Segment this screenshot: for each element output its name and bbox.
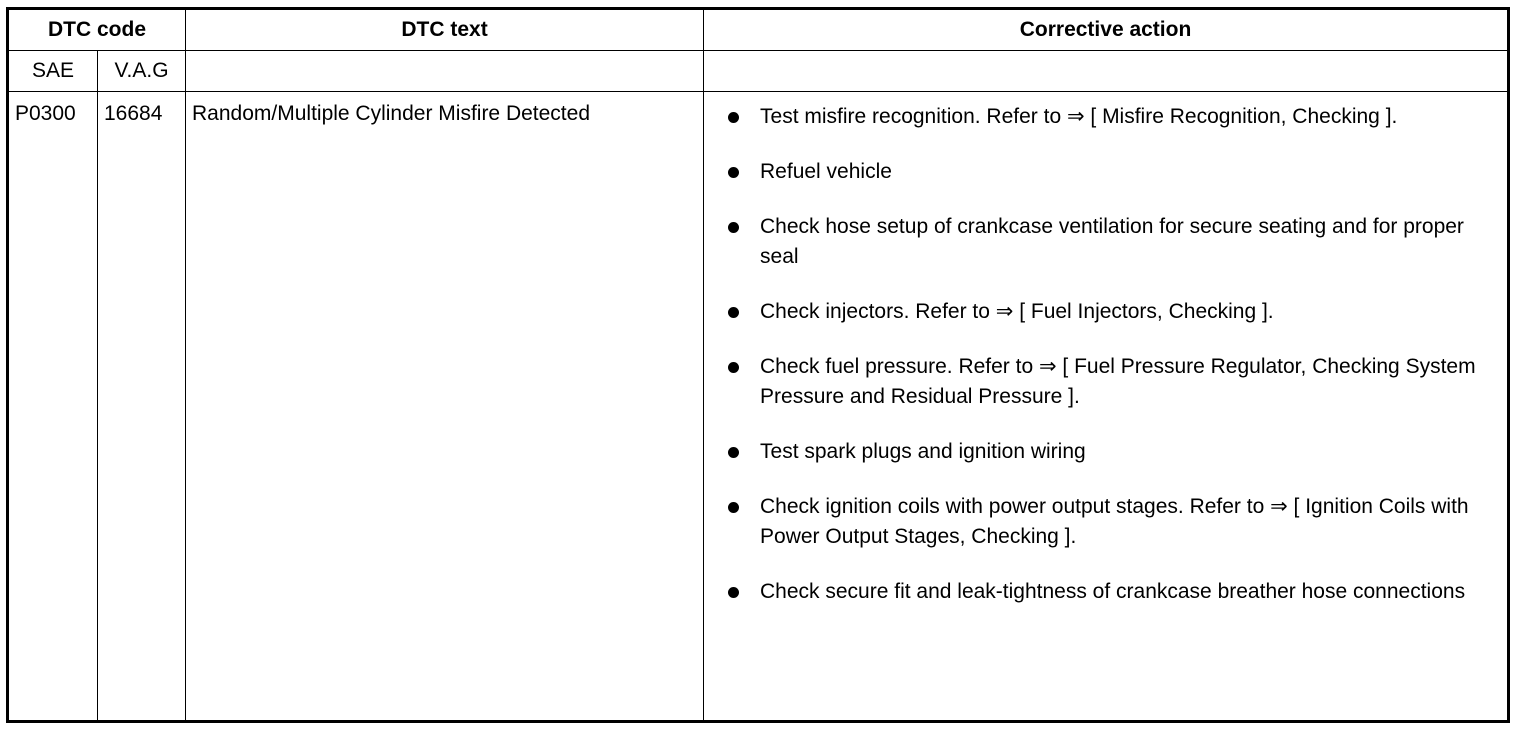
list-item — [728, 492, 1497, 552]
bullet-icon — [728, 437, 760, 467]
action-text: Refuel vehicle — [760, 160, 892, 183]
header-dtc-text: DTC text — [186, 9, 704, 51]
bullet-icon — [728, 157, 760, 187]
action-text: Test misfire recognition. Refer to ⇒ [ Misfire Recognition, Checking ]. — [760, 105, 1398, 128]
bullet-icon — [728, 577, 760, 607]
list-item — [728, 157, 1497, 187]
corrective-action-list — [728, 102, 1497, 607]
table-row — [8, 92, 1509, 722]
subheader-row — [8, 51, 1509, 92]
list-item — [728, 212, 1497, 272]
bullet-icon — [728, 492, 760, 522]
header-row — [8, 9, 1509, 51]
header-corrective-action: Corrective action — [704, 9, 1509, 51]
action-text: Check fuel pressure. Refer to ⇒ [ Fuel Pressure Regulator, Checking System Pressure and Residual Pressure ]. — [760, 355, 1476, 408]
action-text: Check injectors. Refer to ⇒ [ Fuel Injectors, Checking ]. — [760, 300, 1274, 323]
list-item — [728, 297, 1497, 327]
dtc-description: Random/Multiple Cylinder Misfire Detected — [186, 92, 704, 722]
bullet-icon — [728, 352, 760, 382]
list-item — [728, 437, 1497, 467]
subheader-sae: SAE — [8, 51, 98, 92]
corrective-action-cell — [704, 92, 1509, 722]
subheader-empty-action — [704, 51, 1509, 92]
list-item — [728, 352, 1497, 412]
header-dtc-code: DTC code — [8, 9, 186, 51]
bullet-icon — [728, 212, 760, 242]
sae-code: P0300 — [8, 92, 98, 722]
subheader-vag: V.A.G — [98, 51, 186, 92]
bullet-icon — [728, 102, 760, 132]
list-item — [728, 102, 1497, 132]
bullet-icon — [728, 297, 760, 327]
list-item — [728, 577, 1497, 607]
action-text: Check hose setup of crankcase ventilation for secure seating and for proper seal — [760, 215, 1464, 268]
vag-code: 16684 — [98, 92, 186, 722]
action-text: Test spark plugs and ignition wiring — [760, 440, 1086, 463]
action-text: Check ignition coils with power output stages. Refer to ⇒ [ Ignition Coils with Power Output Stages, Checking ]. — [760, 495, 1469, 548]
subheader-empty-text — [186, 51, 704, 92]
action-text: Check secure fit and leak-tightness of crankcase breather hose connections — [760, 580, 1466, 603]
dtc-table — [6, 7, 1510, 723]
